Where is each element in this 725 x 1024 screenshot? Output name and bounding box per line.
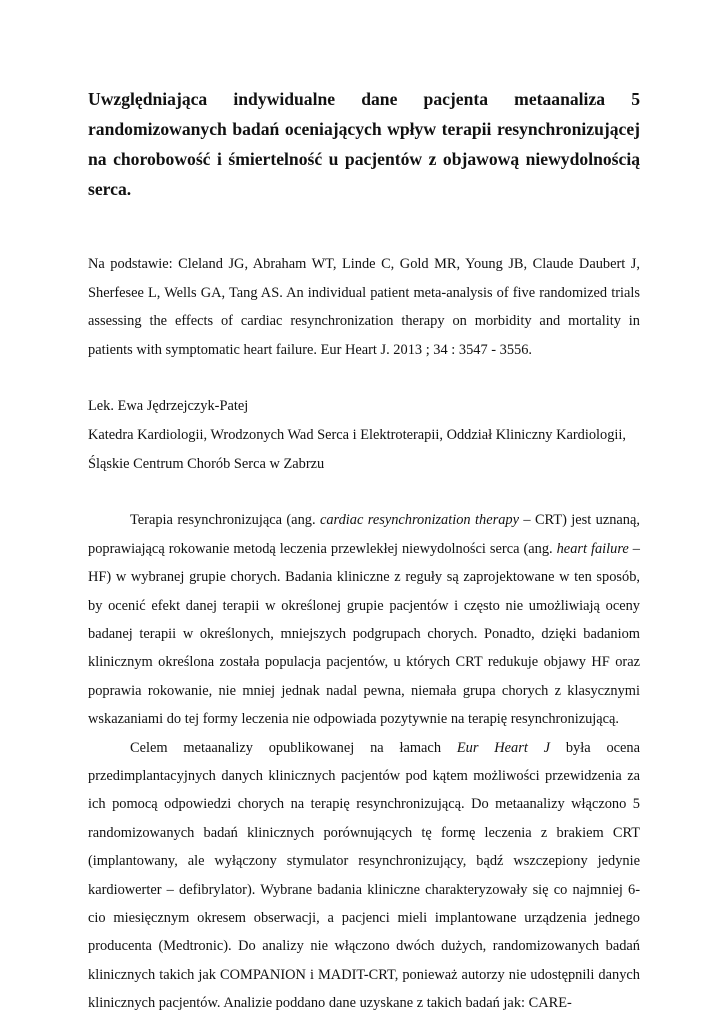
article-body [88, 506, 640, 1017]
body-paragraph-2 [88, 734, 640, 1018]
article-title: Uwzględniająca indywidualne dane pacjenta metaanaliza 5 randomizowanych badań oceniających wpływ terapii resynchronizującej na chorobowość i śmiertelność u pacjentów z objawową niewydolnością serca. [88, 89, 640, 199]
author-name: Lek. Ewa Jędrzejczyk-Patej [88, 398, 249, 415]
paragraph-text: Terapia resynchronizująca (ang. [130, 512, 320, 529]
paragraph-text: – HF) w wybranej grupie chorych. Badania kliniczne z reguły są zaprojektowane w ten sposób, by ocenić efekt danej terapii w określonej grupie pacjentów i często nie umożliwiają oceny badanej terapii w określonych, mniejszych podgrupach chorych. Ponadto, dzięki badaniom klinicznym określona została populacja pacjentów, u których CRT redukuje objawy HF oraz poprawia rokowanie, nie mniej jednak nadal pewna, niemała grupa chorych z klasycznymi wskazaniami do tej formy leczenia nie odpowiada pozytywnie na terapię resynchronizującą. [88, 540, 640, 728]
document-page [88, 84, 640, 1018]
paragraph-italic-term: Eur Heart J [456, 739, 551, 756]
author-block [88, 392, 640, 479]
author-affiliation-line1: Katedra Kardiologii, Wrodzonych Wad Serca i Elektroterapii, Oddział Kliniczny Kardiologii, [88, 427, 627, 444]
paragraph-text: była ocena przedimplantacyjnych danych klinicznych pacjentów pod kątem możliwości przewidzenia za ich pomocą odpowiedzi chorych na terapię resynchronizującą. Do metaanalizy włączono 5 randomizowanych badań klinicznych porównujących tę formę leczenia z brakiem CRT (implantowany, ale wyłączony stymulator resynchronizujący, bądź wszczepiony jedynie kardiowerter – defibrylator). Wybrane badania kliniczne charakteryzowały się co najmniej 6-cio miesięcznym okresem obserwacji, a pacjenci mieli implantowane urządzenia jednego producenta (Medtronic). Do analizy nie włączono dwóch dużych, randomizowanych badań klinicznych takich jak COMPANION i MADIT-CRT, ponieważ autorzy nie udostępnili danych klinicznych pacjentów. Analizie poddano dane uzyskane z takich badań jak: CARE- [88, 739, 640, 1012]
source-citation: Na podstawie: Cleland JG, Abraham WT, Linde C, Gold MR, Young JB, Claude Daubert J, Sherfesee L, Wells GA, Tang AS. An individual patient meta-analysis of five randomized trials assessing the effects of cardiac resynchronization therapy on morbidity and mortality in patients with symptomatic heart failure. Eur Heart J. 2013 ; 34 : 3547 - 3556. [88, 256, 640, 358]
author-affiliation-line2: Śląskie Centrum Chorób Serca w Zabrzu [88, 456, 325, 473]
paragraph-text: – CRT) jest uznaną, poprawiającą rokowanie metodą leczenia przewlekłej niewydolności serca (ang. [88, 512, 640, 557]
body-paragraph-1 [88, 506, 640, 733]
paragraph-italic-term: cardiac resynchronization therapy [319, 512, 519, 529]
paragraph-italic-term: heart failure [556, 540, 629, 557]
paragraph-text: Celem metaanalizy opublikowanej na łamach [130, 739, 457, 756]
